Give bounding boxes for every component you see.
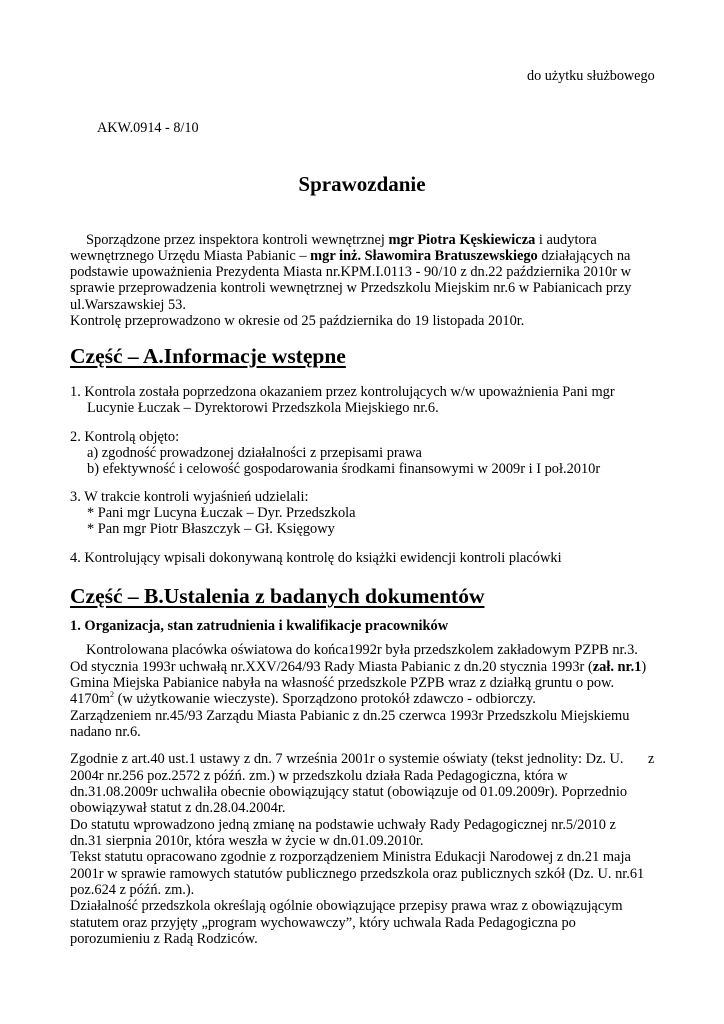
intro-line: podstawie upoważnienia Prezydenta Miasta nr.KPM.I.0113 - 90/10 z dn.22 października 2010r w xyxy=(70,264,631,280)
subsection-heading: 1. Organizacja, stan zatrudnienia i kwalifikacje pracowników xyxy=(70,618,449,634)
intro-line xyxy=(70,248,630,265)
paragraph-text: (w użytkowanie wieczyste). Sporządzono protokół zdawczo - odbiorczy. xyxy=(113,691,536,707)
section-b-heading: Część – B.Ustalenia z badanych dokumentów xyxy=(70,584,485,608)
paragraph-line: poz.624 z późń. zm.). xyxy=(70,882,195,898)
paragraph-line: nadano nr.6. xyxy=(70,724,141,740)
paragraph-line: 2004r nr.256 poz.2572 z późń. zm.) w przedszkolu działa Rada Pedagogiczna, która w xyxy=(70,768,568,784)
paragraph-line xyxy=(70,659,646,676)
section-a-heading: Część – A.Informacje wstępne xyxy=(70,344,346,368)
list-item: 2. Kontrolą objęto: xyxy=(70,429,180,445)
paragraph-line: Gmina Miejska Pabianice nabyła na własność przedszkole PZPB wraz z działką gruntu o pow. xyxy=(70,675,615,691)
list-item: * Pani mgr Lucyna Łuczak – Dyr. Przedszkola xyxy=(87,505,356,521)
paragraph-line: Zgodnie z art.40 ust.1 ustawy z dn. 7 września 2001r o systemie oświaty (tekst jednolity: Dz. U. xyxy=(70,751,624,767)
paragraph-line: Działalność przedszkola określają ogólnie obowiązujące przepisy prawa wraz z obowiązującym xyxy=(70,898,623,914)
document-title: Sprawozdanie xyxy=(298,172,426,196)
intro-text: Sporządzone przez inspektora kontroli wewnętrznej xyxy=(86,232,389,248)
intro-text: działających na xyxy=(537,248,631,264)
paragraph-line xyxy=(70,691,536,708)
paragraph-line: porozumieniu z Radą Rodziców. xyxy=(70,931,258,947)
paragraph-line: Kontrolowana placówka oświatowa do końca1992r była przedszkolem zakładowym PZPB nr.3. xyxy=(86,642,638,658)
attachment-ref: zał. nr.1 xyxy=(592,659,642,675)
list-item: Lucynie Łuczak – Dyrektorowi Przedszkola Miejskiego nr.6. xyxy=(87,400,439,416)
paragraph-text: 4170m xyxy=(70,691,110,707)
intro-text: i audytora xyxy=(535,232,597,248)
list-item: 4. Kontrolujący wpisali dokonywaną kontrolę do książki ewidencji kontroli placówki xyxy=(70,550,562,566)
list-item: 1. Kontrola została poprzedzona okazaniem przez kontrolujących w/w upoważnienia Pani mgr xyxy=(70,384,615,400)
intro-line xyxy=(86,232,597,249)
paragraph-text: ) xyxy=(641,659,647,675)
reference-number: AKW.0914 - 8/10 xyxy=(97,120,199,136)
paragraph-line: 2001r w sprawie ramowych statutów publicznego przedszkola oraz publicznych szkół (Dz. U. nr.61 xyxy=(70,866,645,882)
paragraph-line: Tekst statutu opracowano zgodnie z rozporządzeniem Ministra Edukacji Narodowej z dn.21 maja xyxy=(70,849,631,865)
intro-line: Kontrolę przeprowadzono w okresie od 25 października do 19 listopada 2010r. xyxy=(70,313,525,329)
paragraph-line: dn.31.08.2009r uchwaliła obecnie obowiązujący statut (obowiązuje od 01.09.2009r). Poprzednio xyxy=(70,784,628,800)
intro-line: ul.Warszawskiej 53. xyxy=(70,297,186,313)
paragraph-line: Do statutu wprowadzono jedną zmianę na podstawie uchwały Rady Pedagogicznej nr.5/2010 z xyxy=(70,817,616,833)
intro-text: wewnętrznego Urzędu Miasta Pabianic – xyxy=(70,248,311,264)
list-item: * Pan mgr Piotr Błaszczyk – Gł. Księgowy xyxy=(87,521,335,537)
list-item: 3. W trakcie kontroli wyjaśnień udzielali: xyxy=(70,489,309,505)
paragraph-line: Zarządzeniem nr.45/93 Zarządu Miasta Pabianic z dn.25 czerwca 1993r Przedszkolu Miejskiemu xyxy=(70,708,630,724)
intro-line: sprawie przeprowadzenia kontroli wewnętrznej w Przedszkolu Miejskim nr.6 w Pabianicach przy xyxy=(70,280,632,296)
paragraph-line: dn.31 sierpnia 2010r, która weszła w życie w dn.01.09.2010r. xyxy=(70,833,424,849)
paragraph-text: Od stycznia 1993r uchwałą nr.XXV/264/93 Rady Miasta Pabianic z dn.20 stycznia 1993r ( xyxy=(70,659,593,675)
paragraph-line: z xyxy=(648,751,655,767)
paragraph-line: statutem oraz przyjęty „program wychowawczy”, który uchwala Rada Pedagogiczna po xyxy=(70,915,576,931)
paragraph-line: obowiązywał statut z dn.28.04.2004r. xyxy=(70,800,286,816)
list-item: b) efektywność i celowość gospodarowania środkami finansowymi w 2009r i I poł.2010r xyxy=(87,461,601,477)
list-item: a) zgodność prowadzonej działalności z przepisami prawa xyxy=(87,445,422,461)
inspector-name: mgr Piotra Kęskiewicza xyxy=(388,232,536,248)
auditor-name: mgr inż. Sławomira Bratuszewskiego xyxy=(310,248,538,264)
service-use-note: do użytku służbowego xyxy=(527,68,655,84)
superscript: 2 xyxy=(109,690,114,699)
